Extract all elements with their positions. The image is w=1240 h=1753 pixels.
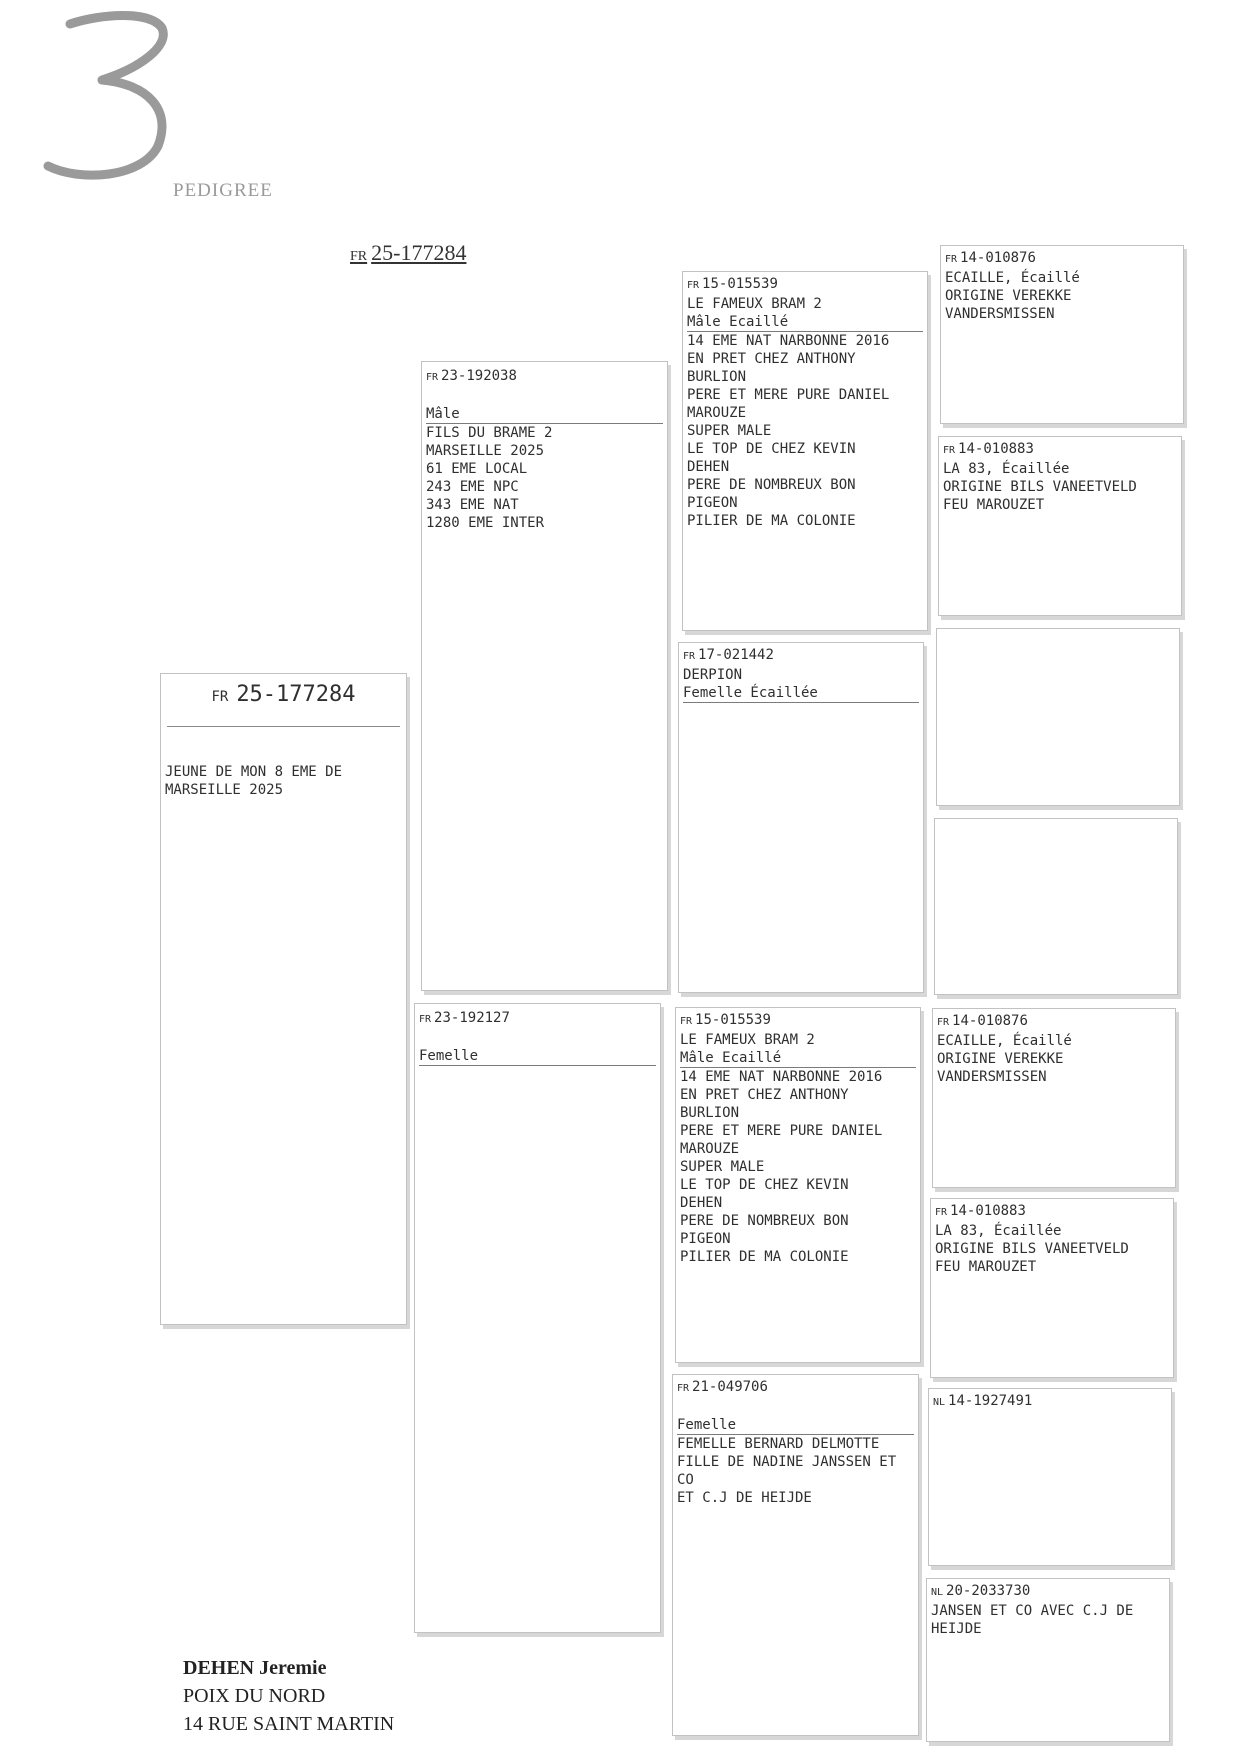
sire-sire-card — [682, 271, 928, 631]
dam-dam-line: FEMELLE BERNARD DELMOTTE — [677, 1436, 880, 1452]
sire-sire-line: PILIER DE MA COLONIE — [687, 513, 856, 529]
sire-sire-ring: FR 15-015539 — [687, 276, 778, 292]
gg-line: ECAILLE, Écaillé — [937, 1033, 1072, 1049]
dam-sire-card — [675, 1007, 921, 1363]
sire-sire-line: BURLION — [687, 369, 747, 385]
dam-sire-ring: FR 15-015539 — [680, 1012, 771, 1028]
dam-sire-line: PIGEON — [680, 1231, 731, 1247]
sire-dam-sex: Femelle Écaillée — [683, 684, 919, 703]
gg-ring: FR 14-010876 — [945, 250, 1036, 266]
dam-card — [414, 1003, 661, 1633]
dam-dam-line: ET C.J DE HEIJDE — [677, 1490, 812, 1506]
dam-sire-line: MAROUZE — [680, 1141, 740, 1157]
dam-ring: FR 23-192127 — [419, 1010, 510, 1026]
subject-line: MARSEILLE 2025 — [165, 782, 284, 798]
sire-card — [421, 361, 668, 991]
gg-line: ORIGINE BILS VANEETVELD — [943, 479, 1137, 495]
sire-sire-line: SUPER MALE — [687, 423, 772, 439]
great-grandparent-card — [936, 628, 1180, 806]
sire-sire-line: EN PRET CHEZ ANTHONY — [687, 351, 856, 367]
dam-sire-line: PILIER DE MA COLONIE — [680, 1249, 849, 1265]
dam-sire-line: 14 EME NAT NARBONNE 2016 — [680, 1069, 883, 1085]
gg-ring: FR 14-010883 — [935, 1203, 1026, 1219]
gg-line: FEU MAROUZET — [943, 497, 1045, 513]
dam-dam-ring: FR 21-049706 — [677, 1379, 768, 1395]
gg-line: HEIJDE — [931, 1621, 982, 1637]
gg-line: ORIGINE VEREKKE — [945, 288, 1072, 304]
sire-line: 61 EME LOCAL — [426, 461, 528, 477]
subject-card — [160, 673, 407, 1325]
dam-sire-line: SUPER MALE — [680, 1159, 765, 1175]
gg-line: VANDERSMISSEN — [937, 1069, 1047, 1085]
subject-line: JEUNE DE MON 8 EME DE — [165, 764, 343, 780]
great-grandparent-card — [926, 1578, 1170, 1742]
dam-dam-card — [672, 1374, 919, 1736]
gg-line: VANDERSMISSEN — [945, 306, 1055, 322]
gg-line: ORIGINE VEREKKE — [937, 1051, 1064, 1067]
dam-dam-line: FILLE DE NADINE JANSSEN ET — [677, 1454, 897, 1470]
gg-line: FEU MAROUZET — [935, 1259, 1037, 1275]
dam-dam-line: CO — [677, 1472, 694, 1488]
dam-sire-line: DEHEN — [680, 1195, 723, 1211]
subject-ring: FR 25-177284 — [167, 674, 400, 727]
handwritten-number-3 — [30, 6, 180, 186]
great-grandparent-card — [930, 1198, 1174, 1378]
gg-ring: FR 14-010876 — [937, 1013, 1028, 1029]
sire-dam-ring: FR 17-021442 — [683, 647, 774, 663]
dam-sire-line: PERE DE NOMBREUX BON — [680, 1213, 849, 1229]
sire-line: FILS DU BRAME 2 — [426, 425, 553, 441]
gg-line: ORIGINE BILS VANEETVELD — [935, 1241, 1129, 1257]
sire-sire-line: PIGEON — [687, 495, 738, 511]
sire-sire-line: 14 EME NAT NARBONNE 2016 — [687, 333, 890, 349]
sire-line: 343 EME NAT — [426, 497, 519, 513]
sire-sex: Mâle — [426, 405, 663, 424]
page-title: PEDIGREE — [173, 180, 273, 201]
dam-dam-sex: Femelle — [677, 1416, 914, 1435]
dam-sire-line: BURLION — [680, 1105, 740, 1121]
dam-sire-name: LE FAMEUX BRAM 2 — [680, 1032, 815, 1048]
owner-city: POIX DU NORD — [183, 1685, 326, 1707]
owner-address: 14 RUE SAINT MARTIN — [183, 1713, 395, 1735]
sire-dam-card — [678, 642, 924, 993]
sire-sire-line: LE TOP DE CHEZ KEVIN — [687, 441, 856, 457]
header-ring-number: FR 25-177284 — [350, 240, 467, 265]
sire-sire-line: PERE DE NOMBREUX BON — [687, 477, 856, 493]
sire-sire-line: MAROUZE — [687, 405, 747, 421]
dam-sire-sex: Mâle Ecaillé — [680, 1049, 916, 1068]
gg-line: ECAILLE, Écaillé — [945, 270, 1080, 286]
sire-sire-sex: Mâle Ecaillé — [687, 313, 923, 332]
gg-ring: FR 14-010883 — [943, 441, 1034, 457]
great-grandparent-card — [940, 245, 1184, 424]
gg-ring: NL 20-2033730 — [931, 1583, 1031, 1599]
sire-sire-line: PERE ET MERE PURE DANIEL — [687, 387, 890, 403]
dam-sire-line: LE TOP DE CHEZ KEVIN — [680, 1177, 849, 1193]
sire-dam-name: DERPION — [683, 667, 743, 683]
great-grandparent-card — [938, 436, 1182, 616]
sire-sire-name: LE FAMEUX BRAM 2 — [687, 296, 822, 312]
gg-line: LA 83, Écaillée — [935, 1223, 1062, 1239]
great-grandparent-card — [932, 1008, 1176, 1188]
gg-ring: NL 14-1927491 — [933, 1393, 1033, 1409]
dam-sex: Femelle — [419, 1047, 656, 1066]
sire-line: 243 EME NPC — [426, 479, 519, 495]
great-grandparent-card — [928, 1388, 1172, 1566]
great-grandparent-card — [934, 818, 1178, 995]
sire-line: 1280 EME INTER — [426, 515, 545, 531]
sire-line: MARSEILLE 2025 — [426, 443, 545, 459]
dam-sire-line: PERE ET MERE PURE DANIEL — [680, 1123, 883, 1139]
sire-sire-line: DEHEN — [687, 459, 730, 475]
gg-line: JANSEN ET CO AVEC C.J DE — [931, 1603, 1134, 1619]
owner-name: DEHEN Jeremie — [183, 1657, 327, 1679]
dam-sire-line: EN PRET CHEZ ANTHONY — [680, 1087, 849, 1103]
owner-block — [183, 1654, 394, 1738]
sire-ring: FR 23-192038 — [426, 368, 517, 384]
gg-line: LA 83, Écaillée — [943, 461, 1070, 477]
